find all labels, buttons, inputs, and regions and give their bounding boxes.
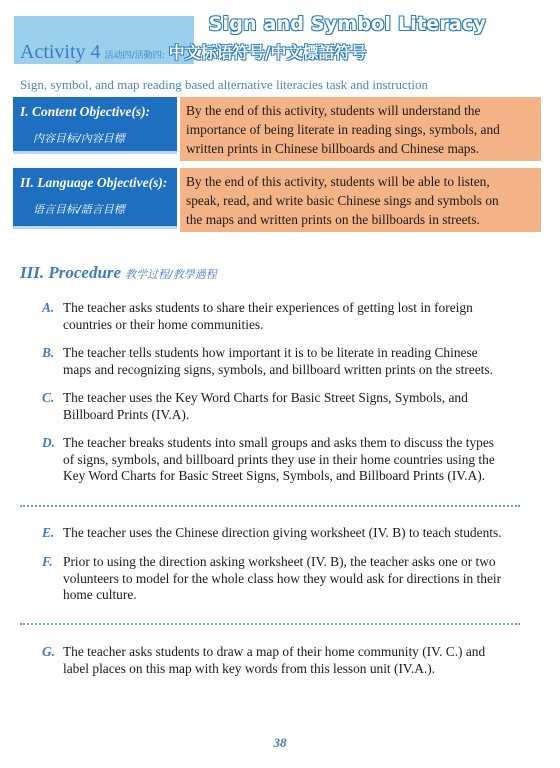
step-line: of signs, symbols, and billboard prints they use in their home countries using the: [63, 451, 495, 467]
step-line: The teacher asks students to draw a map of their home community (IV. C.) and: [63, 644, 486, 659]
language-objective-line: By the end of this activity, students will be able to listen,: [186, 174, 490, 189]
content-objective-title: I. Content Objective(s):: [20, 104, 151, 119]
step-letter: D.: [42, 435, 56, 450]
section-divider: [20, 505, 520, 507]
content-objective-text: [180, 97, 541, 161]
content-objective-line: importance of being literate in reading sings, symbols, and: [186, 122, 500, 137]
step-line: The teacher breaks students into small groups and asks them to discuss the types: [63, 435, 495, 450]
step-line: maps and recognizing signs, symbols, and billboard written prints on the streets.: [63, 361, 493, 377]
content-objective-line: By the end of this activity, students will understand the: [186, 103, 481, 118]
step-letter: F.: [42, 554, 53, 569]
step-letter: C.: [42, 390, 55, 405]
content-objective-line: written prints in Chinese billboards and Chinese maps.: [186, 141, 480, 156]
activity-title-cn: 中文标语符号/中文標語符号: [168, 43, 367, 62]
step-text: [63, 435, 495, 485]
language-objective-line: speak, read, and write basic Chinese sings and symbols on: [186, 193, 499, 208]
series-title: Sign and Symbol Literacy: [208, 13, 486, 35]
step-text: [63, 525, 502, 542]
procedure-title: III. Procedure: [20, 263, 122, 282]
step-letter: G.: [42, 644, 56, 659]
step-line: Key Word Charts for Basic Street Signs, Symbols, and Billboard Prints (IV.A).: [63, 468, 486, 483]
activity-label-cn: 活动四/活動四:: [104, 51, 165, 61]
step-letter: A.: [42, 300, 55, 315]
step-letter: B.: [42, 345, 55, 360]
step-line: The teacher uses the Chinese direction giving worksheet (IV. B) to teach students.: [63, 525, 502, 540]
page-number: 38: [273, 735, 287, 750]
step-line: The teacher uses the Key Word Charts for Basic Street Signs, Symbols, and: [63, 390, 468, 405]
activity-label: Activity 4: [20, 41, 101, 63]
section-divider: [20, 623, 520, 625]
page-subtitle: Sign, symbol, and map reading based alternative literacies task and instruction: [20, 77, 428, 92]
step-text: [63, 644, 485, 677]
activity-title: [20, 40, 366, 64]
language-objective-text: [180, 168, 541, 232]
step-text: [63, 554, 501, 604]
step-line: home culture.: [63, 587, 137, 602]
step-line: Billboard Prints (IV.A).: [63, 406, 190, 422]
step-text: [63, 390, 468, 423]
procedure-heading: [20, 263, 217, 283]
step-letter: E.: [42, 525, 55, 540]
language-objective-title: II. Language Objective(s):: [20, 175, 168, 190]
step-line: volunteers to model for the whole class how they would ask for directions in their: [63, 570, 502, 586]
language-objective-title-cn: 语言目标/語言目標: [33, 203, 125, 216]
step-line: label places on this map with key words from this lesson unit (IV.A.).: [63, 660, 436, 676]
procedure-title-cn: 教学过程/教學過程: [125, 268, 217, 281]
step-text: [63, 345, 493, 378]
content-objective-title-cn: 内容目标/內容目標: [33, 132, 125, 145]
step-text: [63, 300, 473, 333]
step-line: The teacher asks students to share their experiences of getting lost in foreign: [63, 300, 473, 315]
step-line: Prior to using the direction asking worksheet (IV. B), the teacher asks one or two: [63, 554, 496, 569]
content-objective-label: [13, 97, 177, 154]
language-objective-label: [13, 168, 177, 229]
step-line: The teacher tells students how important it is to be literate in reading Chinese: [63, 345, 478, 360]
step-line: countries or their home communities.: [63, 316, 264, 332]
language-objective-line: the maps and written prints on the billboards in streets.: [186, 212, 480, 227]
